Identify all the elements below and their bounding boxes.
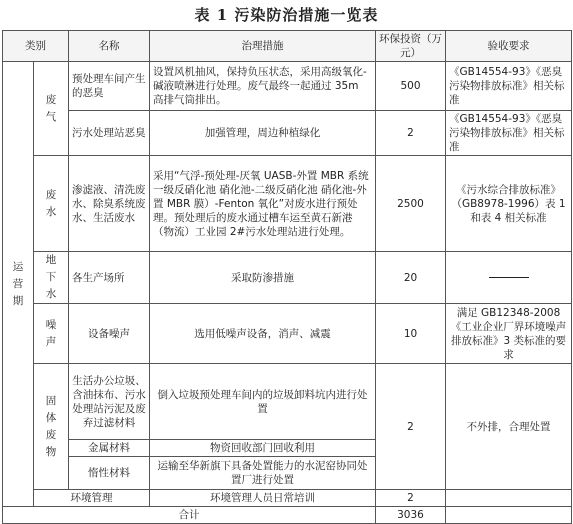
row-measure: 物资回收部门回收利用 (150, 440, 376, 457)
row-requirement: 《GB14554-93》《恶臭污染物排放标准》相关标准 (446, 111, 572, 156)
header-measures: 治理措施 (150, 31, 376, 62)
waste-gas-category: 废 气 (34, 62, 69, 156)
row-requirement: 满足 GB12348-2008《工业企业厂界环境噪声排放标准》3 类标准的要求 (446, 304, 572, 364)
row-investment: 2 (376, 490, 446, 507)
table-row (3, 111, 572, 156)
header-investment: 环保投资（万元） (376, 31, 446, 62)
total-investment: 3036 (376, 507, 446, 524)
row-name: 金属材料 (69, 440, 150, 457)
header-name: 名称 (69, 31, 150, 62)
period-label: 运 营 期 (12, 260, 24, 307)
groundwater-category: 地 下 水 (34, 252, 69, 304)
row-name: 设备噪声 (69, 304, 150, 364)
table-title: 表 1 污染防治措施一览表 (194, 6, 379, 24)
total-requirement (446, 507, 572, 524)
solid-waste-investment: 2 (376, 364, 446, 490)
solid-waste-requirement: 不外排，合理处置 (446, 364, 572, 490)
row-name: 惰性材料 (69, 457, 150, 490)
solid-waste-category: 固 体 废 物 (34, 364, 69, 490)
row-investment: 10 (376, 304, 446, 364)
row-measure: 采取防渗措施 (150, 252, 376, 304)
table-row (3, 156, 572, 252)
row-name: 生活办公垃圾、含油抹布、污水处理站污泥及废弃过滤材料 (69, 364, 150, 440)
row-measure: 环境管理人员日常培训 (150, 490, 376, 507)
row-investment: 20 (376, 252, 446, 304)
row-investment: 2500 (376, 156, 446, 252)
noise-category: 噪 声 (34, 304, 69, 364)
empty-dash (489, 277, 529, 278)
table-row (3, 364, 572, 440)
row-requirement: 《污水综合排放标准》（GB8978-1996）表 1 和表 4 相关标准 (446, 156, 572, 252)
total-row (3, 507, 572, 524)
row-measure: 运输至华新旗下具备处置能力的水泥窑协同处置厂进行处置 (150, 457, 376, 490)
row-measure: 设置风机抽风，保持负压状态，采用高级氧化-碱液喷淋进行处理。废气最终一起通过 35m 高排气筒排出。 (150, 62, 376, 111)
pollution-control-table (2, 30, 572, 524)
row-investment: 500 (376, 62, 446, 111)
row-name: 环境管理 (34, 490, 150, 507)
row-measure: 倒入垃圾预处理车间内的垃圾卸料坑内进行处置 (150, 364, 376, 440)
table-row (3, 304, 572, 364)
header-category: 类别 (3, 31, 69, 62)
row-requirement (446, 252, 572, 304)
row-measure: 选用低噪声设备，消声、减震 (150, 304, 376, 364)
row-measure: 采用“气浮-预处理-厌氧 UASB-外置 MBR 系统 一级反硝化池 硝化池-二级反硝化池 硝化池-外置 MBR 膜）-Fenton 氧化”对废水进行预处理。预处理后的废水通过槽车运至黄石新港（物流）工业园 2#污水处理站进行处理。 (150, 156, 376, 252)
row-name: 预处理车间产生的恶臭 (69, 62, 150, 111)
table-row (3, 252, 572, 304)
table-header-row (3, 31, 572, 62)
total-label: 合计 (3, 507, 376, 524)
row-name: 污水处理站恶臭 (69, 111, 150, 156)
table-row (3, 62, 572, 111)
table-row (3, 490, 572, 507)
row-investment: 2 (376, 111, 446, 156)
row-requirement (446, 490, 572, 507)
row-measure: 加强管理，周边种植绿化 (150, 111, 376, 156)
header-requirements: 验收要求 (446, 31, 572, 62)
row-requirement: 《GB14554-93》《恶臭污染物排放标准》相关标准 (446, 62, 572, 111)
row-name: 各生产场所 (69, 252, 150, 304)
row-name: 渗滤液、清洗废水、除臭系统废水、生活废水 (69, 156, 150, 252)
period-cell (3, 62, 34, 507)
waste-water-category: 废 水 (34, 156, 69, 252)
